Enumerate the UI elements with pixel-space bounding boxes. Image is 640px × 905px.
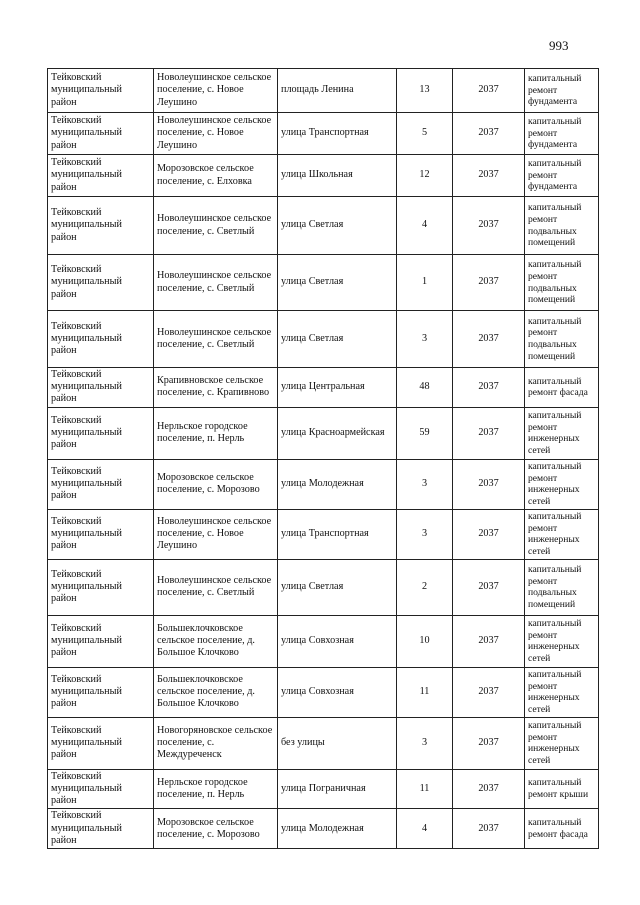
table-row <box>48 717 599 769</box>
year-cell: 2037 <box>453 368 525 408</box>
street-cell: улица Школьная <box>278 155 397 197</box>
table-row <box>48 311 599 368</box>
work-type-cell: капитальный ремонт фундамента <box>525 113 599 155</box>
page-number: 993 <box>549 38 569 53</box>
street-cell: улица Транспортная <box>278 113 397 155</box>
district-cell: Тейковский муниципальный район <box>48 368 154 408</box>
house-number-cell: 59 <box>397 407 453 459</box>
year-cell: 2037 <box>453 155 525 197</box>
settlement-cell: Новолеушинское сельское поселение, с. Светлый <box>154 197 278 255</box>
work-type-cell: капитальный ремонт инженерных сетей <box>525 459 599 509</box>
district-cell: Тейковский муниципальный район <box>48 769 154 809</box>
table-row <box>48 667 599 717</box>
table-row <box>48 559 599 615</box>
year-cell: 2037 <box>453 809 525 849</box>
district-cell: Тейковский муниципальный район <box>48 255 154 311</box>
year-cell: 2037 <box>453 459 525 509</box>
street-cell: улица Молодежная <box>278 809 397 849</box>
street-cell: улица Центральная <box>278 368 397 408</box>
street-cell: улица Совхозная <box>278 615 397 667</box>
work-type-cell: капитальный ремонт фасада <box>525 368 599 408</box>
settlement-cell: Новолеушинское сельское поселение, с. Светлый <box>154 311 278 368</box>
house-number-cell: 5 <box>397 113 453 155</box>
work-type-cell: капитальный ремонт подвальных помещений <box>525 255 599 311</box>
district-cell: Тейковский муниципальный район <box>48 615 154 667</box>
work-type-cell: капитальный ремонт подвальных помещений <box>525 197 599 255</box>
settlement-cell: Морозовское сельское поселение, с. Елховка <box>154 155 278 197</box>
year-cell: 2037 <box>453 667 525 717</box>
house-number-cell: 3 <box>397 459 453 509</box>
year-cell: 2037 <box>453 769 525 809</box>
work-type-cell: капитальный ремонт инженерных сетей <box>525 667 599 717</box>
work-type-cell: капитальный ремонт инженерных сетей <box>525 717 599 769</box>
house-number-cell: 4 <box>397 809 453 849</box>
district-cell: Тейковский муниципальный район <box>48 69 154 113</box>
district-cell: Тейковский муниципальный район <box>48 509 154 559</box>
house-number-cell: 12 <box>397 155 453 197</box>
district-cell: Тейковский муниципальный район <box>48 667 154 717</box>
table-row <box>48 509 599 559</box>
work-type-cell: капитальный ремонт фундамента <box>525 155 599 197</box>
work-type-cell: капитальный ремонт фундамента <box>525 69 599 113</box>
district-cell: Тейковский муниципальный район <box>48 197 154 255</box>
district-cell: Тейковский муниципальный район <box>48 459 154 509</box>
work-type-cell: капитальный ремонт подвальных помещений <box>525 311 599 368</box>
year-cell: 2037 <box>453 255 525 311</box>
settlement-cell: Нерльское городское поселение, п. Нерль <box>154 407 278 459</box>
street-cell: без улицы <box>278 717 397 769</box>
district-cell: Тейковский муниципальный район <box>48 717 154 769</box>
settlement-cell: Новолеушинское сельское поселение, с. Новое Леушино <box>154 69 278 113</box>
table-row <box>48 197 599 255</box>
settlement-cell: Морозовское сельское поселение, с. Морозово <box>154 809 278 849</box>
year-cell: 2037 <box>453 197 525 255</box>
district-cell: Тейковский муниципальный район <box>48 113 154 155</box>
table-row <box>48 615 599 667</box>
house-number-cell: 2 <box>397 559 453 615</box>
work-type-cell: капитальный ремонт крыши <box>525 769 599 809</box>
year-cell: 2037 <box>453 69 525 113</box>
settlement-cell: Новолеушинское сельское поселение, с. Новое Леушино <box>154 113 278 155</box>
house-number-cell: 11 <box>397 769 453 809</box>
settlement-cell: Нерльское городское поселение, п. Нерль <box>154 769 278 809</box>
year-cell: 2037 <box>453 559 525 615</box>
street-cell: улица Светлая <box>278 197 397 255</box>
table-row <box>48 407 599 459</box>
settlement-cell: Крапивновское сельское поселение, с. Крапивново <box>154 368 278 408</box>
table-row <box>48 809 599 849</box>
table-row <box>48 155 599 197</box>
settlement-cell: Новолеушинское сельское поселение, с. Светлый <box>154 255 278 311</box>
work-type-cell: капитальный ремонт инженерных сетей <box>525 509 599 559</box>
street-cell: улица Светлая <box>278 311 397 368</box>
street-cell: улица Красноармейская <box>278 407 397 459</box>
district-cell: Тейковский муниципальный район <box>48 809 154 849</box>
street-cell: площадь Ленина <box>278 69 397 113</box>
work-type-cell: капитальный ремонт инженерных сетей <box>525 407 599 459</box>
district-cell: Тейковский муниципальный район <box>48 407 154 459</box>
year-cell: 2037 <box>453 509 525 559</box>
settlement-cell: Морозовское сельское поселение, с. Морозово <box>154 459 278 509</box>
street-cell: улица Пограничная <box>278 769 397 809</box>
house-number-cell: 11 <box>397 667 453 717</box>
settlement-cell: Новогоряновское сельское поселение, с. Междуреченск <box>154 717 278 769</box>
district-cell: Тейковский муниципальный район <box>48 559 154 615</box>
street-cell: улица Совхозная <box>278 667 397 717</box>
settlement-cell: Новолеушинское сельское поселение, с. Новое Леушино <box>154 509 278 559</box>
street-cell: улица Светлая <box>278 559 397 615</box>
district-cell: Тейковский муниципальный район <box>48 155 154 197</box>
house-number-cell: 13 <box>397 69 453 113</box>
house-number-cell: 4 <box>397 197 453 255</box>
settlement-cell: Новолеушинское сельское поселение, с. Светлый <box>154 559 278 615</box>
house-number-cell: 10 <box>397 615 453 667</box>
table-row <box>48 255 599 311</box>
settlement-cell: Большеклочковское сельское поселение, д. Большое Клочково <box>154 615 278 667</box>
work-type-cell: капитальный ремонт фасада <box>525 809 599 849</box>
year-cell: 2037 <box>453 113 525 155</box>
house-number-cell: 3 <box>397 509 453 559</box>
district-cell: Тейковский муниципальный район <box>48 311 154 368</box>
table-row <box>48 368 599 408</box>
table-row <box>48 69 599 113</box>
table-row <box>48 113 599 155</box>
house-number-cell: 48 <box>397 368 453 408</box>
table-row <box>48 459 599 509</box>
house-number-cell: 1 <box>397 255 453 311</box>
repair-schedule-table <box>47 68 599 849</box>
work-type-cell: капитальный ремонт инженерных сетей <box>525 615 599 667</box>
table-row <box>48 769 599 809</box>
street-cell: улица Транспортная <box>278 509 397 559</box>
settlement-cell: Большеклочковское сельское поселение, д. Большое Клочково <box>154 667 278 717</box>
year-cell: 2037 <box>453 407 525 459</box>
year-cell: 2037 <box>453 311 525 368</box>
year-cell: 2037 <box>453 615 525 667</box>
house-number-cell: 3 <box>397 717 453 769</box>
street-cell: улица Светлая <box>278 255 397 311</box>
street-cell: улица Молодежная <box>278 459 397 509</box>
work-type-cell: капитальный ремонт подвальных помещений <box>525 559 599 615</box>
year-cell: 2037 <box>453 717 525 769</box>
house-number-cell: 3 <box>397 311 453 368</box>
